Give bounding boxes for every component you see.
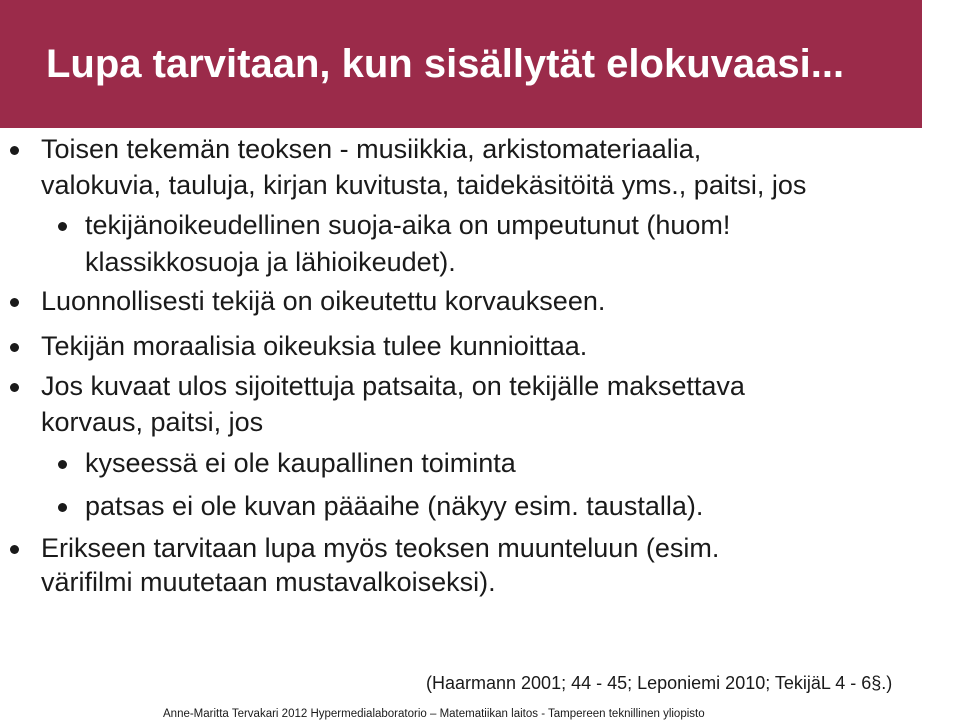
bullet-text: Jos kuvaat ulos sijoitettuja patsaita, on tekijälle maksettava — [41, 371, 745, 401]
bullet-text: patsas ei ole kuvan pääaihe (näkyy esim. taustalla). — [85, 491, 704, 521]
bullet-text: Erikseen tarvitaan lupa myös teoksen muunteluun (esim. — [41, 533, 720, 563]
bullet-text: tekijänoikeudellinen suoja-aika on umpeutunut (huom! — [85, 210, 731, 240]
bullet-text: valokuvia, tauluja, kirjan kuvitusta, taidekäsitöitä yms., paitsi, jos — [41, 170, 807, 200]
bullet-text: Toisen tekemän teoksen - musiikkia, arkistomateriaalia, — [41, 134, 702, 164]
bullet-text: Tekijän moraalisia oikeuksia tulee kunnioittaa. — [41, 331, 588, 361]
slide-title: Lupa tarvitaan, kun sisällytät elokuvaasi... — [46, 42, 845, 86]
citation: (Haarmann 2001; 44 - 45; Leponiemi 2010; TekijäL 4 - 6§.) — [426, 673, 893, 693]
footer: Anne-Maritta Tervakari 2012 Hypermedialaboratorio – Matematiikan laitos - Tampereen teknillinen yliopisto — [163, 708, 705, 720]
bullet-dot — [58, 222, 67, 231]
bullet-dot — [10, 545, 19, 554]
bullet-text: klassikkosuoja ja lähioikeudet). — [85, 247, 456, 277]
bullet-dot — [10, 298, 19, 307]
bullet-dot — [10, 343, 19, 352]
bullet-dot — [58, 503, 67, 512]
bullet-text: kyseessä ei ole kaupallinen toiminta — [85, 448, 516, 478]
bullet-text: korvaus, paitsi, jos — [41, 407, 264, 437]
bullet-text: Luonnollisesti tekijä on oikeutettu korvaukseen. — [41, 286, 606, 316]
bullet-text: värifilmi muutetaan mustavalkoiseksi). — [41, 567, 496, 597]
bullet-dot — [10, 383, 19, 392]
bullet-dot — [10, 146, 19, 155]
title-bar — [0, 0, 922, 128]
bullet-dot — [58, 460, 67, 469]
